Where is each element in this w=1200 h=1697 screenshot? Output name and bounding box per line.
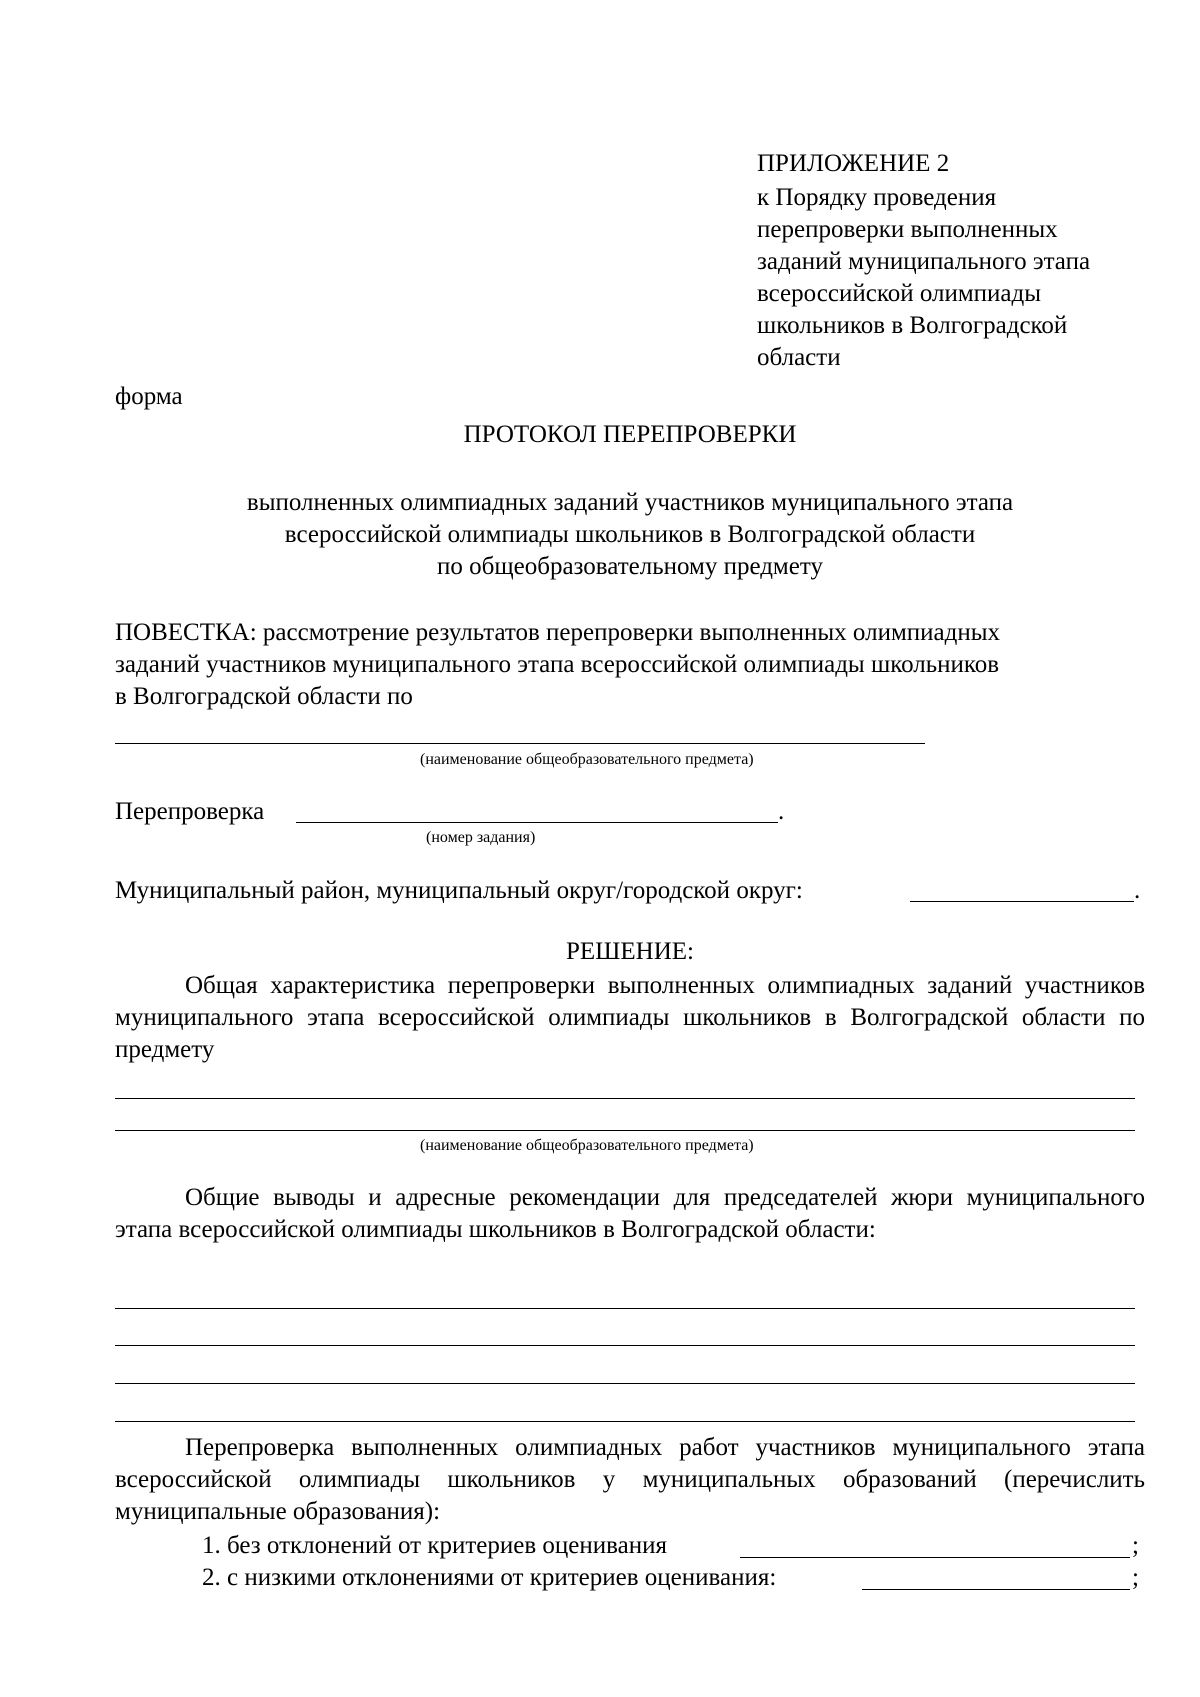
- recheck-period: .: [778, 798, 785, 825]
- list-item: [202, 1530, 1162, 1562]
- subject-blank-line[interactable]: [115, 743, 925, 744]
- decision-title: РЕШЕНИЕ:: [566, 938, 694, 965]
- conclusions-blank-line-1[interactable]: [115, 1308, 1135, 1309]
- list-item-text: 2. с низкими отклонениями от критериев оценивания:: [202, 1564, 777, 1591]
- list-item-blank-line[interactable]: [740, 1557, 1130, 1558]
- list-item: [202, 1562, 1162, 1594]
- subject-note-2: (наименование общеобразовательного предмета): [420, 1137, 754, 1154]
- conclusions-blank-line-2[interactable]: [115, 1345, 1135, 1346]
- district-period: .: [1134, 877, 1141, 904]
- list-item-blank-line[interactable]: [862, 1589, 1130, 1590]
- results-list: [202, 1530, 1162, 1594]
- list-item-end: ;: [1132, 1564, 1139, 1591]
- list-item-end: ;: [1132, 1532, 1139, 1559]
- subject-note: (наименование общеобразовательного предмета): [420, 751, 754, 768]
- conclusions-blank-line-3[interactable]: [115, 1383, 1135, 1384]
- conclusions-text: Общие выводы и адресные рекомендации для председателей жюри муниципального этапа всероссийской олимпиады школьников в Волгоградской области:: [115, 1184, 1145, 1243]
- recheck-label: Перепроверка: [115, 798, 265, 825]
- form-label: форма: [115, 383, 183, 410]
- task-number-blank-line[interactable]: [296, 822, 778, 823]
- list-item-text: 1. без отклонений от критериев оценивания: [202, 1532, 667, 1559]
- protocol-title: ПРОТОКОЛ ПЕРЕПРОВЕРКИ: [463, 421, 797, 448]
- task-number-note: (номер задания): [426, 829, 536, 846]
- district-label: Муниципальный район, муниципальный округ/городской округ:: [115, 877, 803, 904]
- appendix-header: [757, 148, 1177, 374]
- protocol-subtitle: выполненных олимпиадных заданий участников муниципального этапа всероссийской олимпиады школьников в Волгоградской области по общеобразовательному предмету: [246, 489, 1014, 580]
- agenda-text: ПОВЕСТКА: рассмотрение результатов перепроверки выполненных олимпиадных заданий участников муниципального этапа всероссийской олимпиады школьников в Волгоградской области по: [115, 619, 1001, 710]
- appendix-reference: к Порядку проведения перепроверки выполненных заданий муниципального этапа всероссийской олимпиады школьников в Волгоградской области: [757, 184, 1091, 371]
- appendix-title: ПРИЛОЖЕНИЕ 2: [757, 150, 950, 177]
- conclusions-blank-line-4[interactable]: [115, 1421, 1135, 1422]
- recheck-results-text: Перепроверка выполненных олимпиадных работ участников муниципального этапа всероссийской олимпиады школьников у муниципальных образований (перечислить муниципальные образования):: [115, 1434, 1145, 1525]
- district-blank-line[interactable]: [910, 901, 1134, 902]
- characteristics-blank-line-1[interactable]: [115, 1098, 1135, 1099]
- general-characteristics-text: Общая характеристика перепроверки выполненных олимпиадных заданий участников муниципального этапа всероссийской олимпиады школьников в Волгоградской области по предмету: [115, 972, 1145, 1063]
- characteristics-blank-line-2[interactable]: [115, 1130, 1135, 1131]
